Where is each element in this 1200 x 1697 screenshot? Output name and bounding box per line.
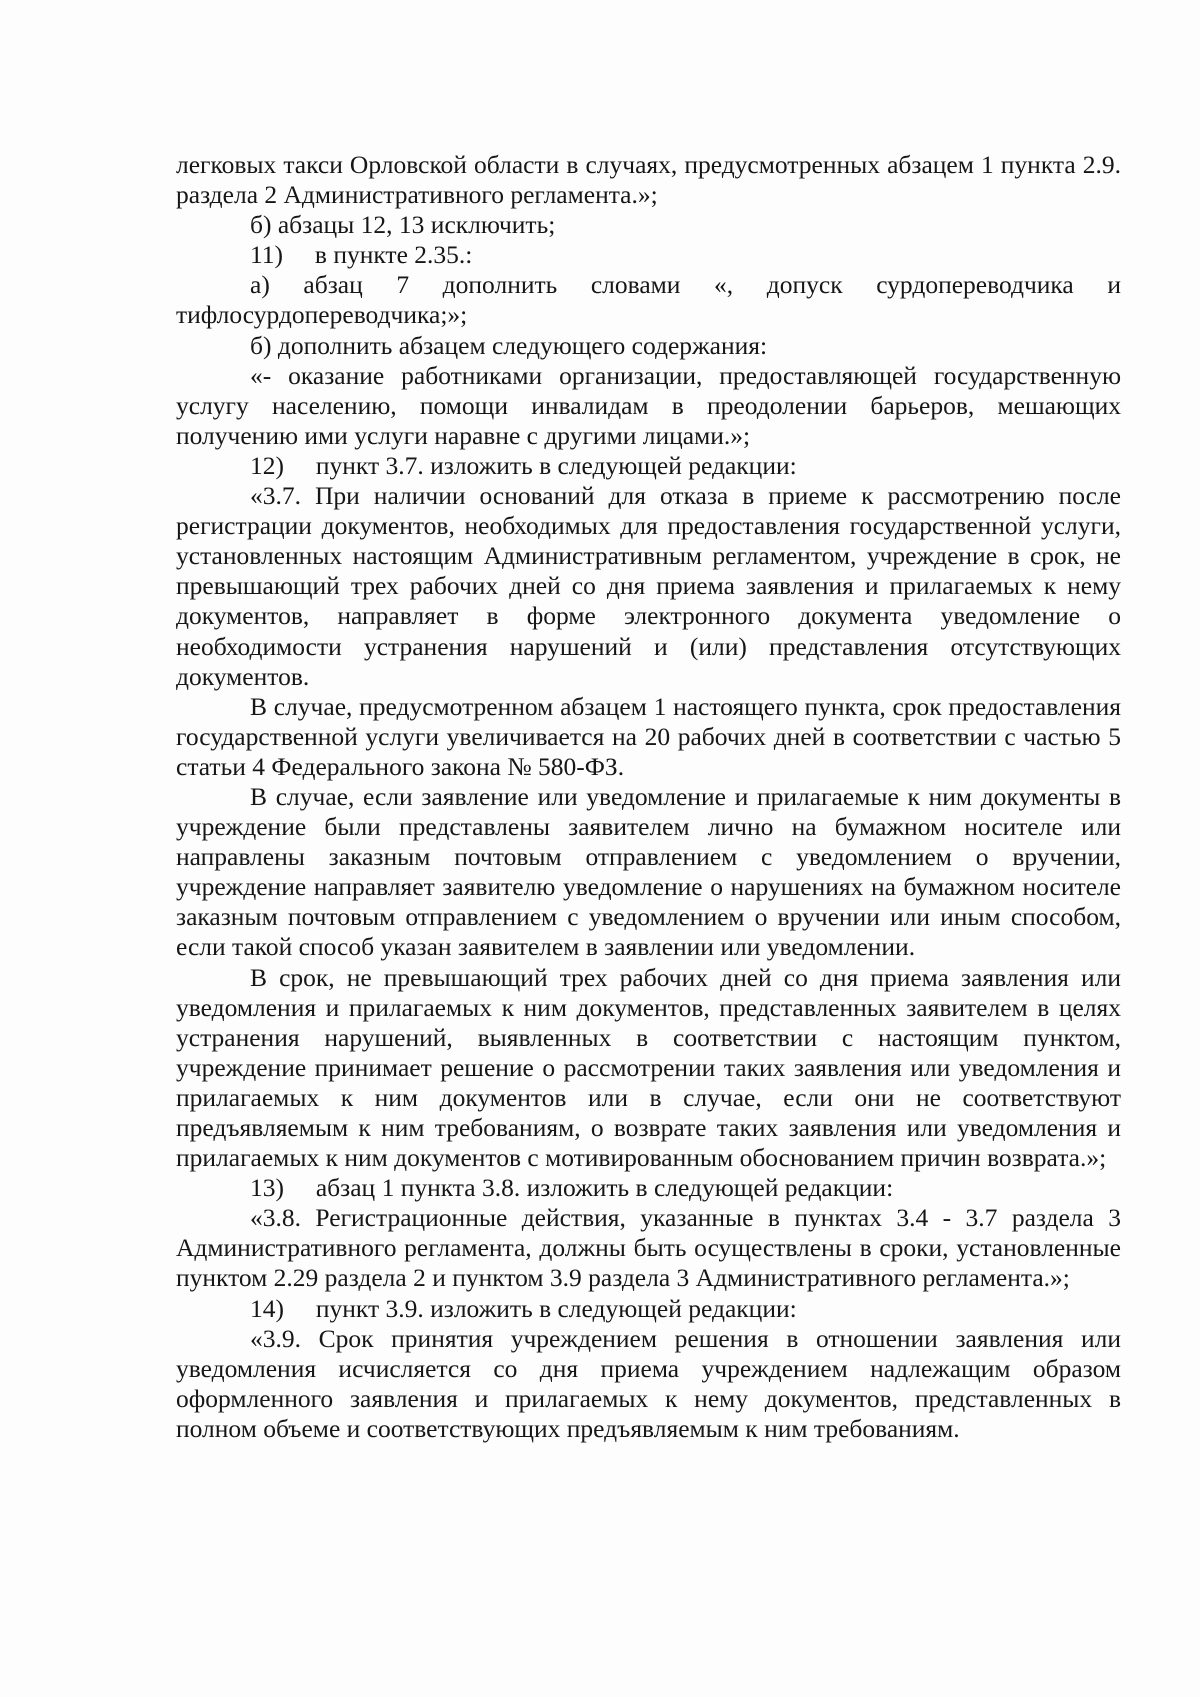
paragraph-10: В случае, если заявление или уведомление и прилагаемые к ним документы в учреждение были представлены заявителем лично на бумажном носителе или направлены заказным почтовым отправлением с уведомлением о вручении, учреждение направляет заявителю уведомление о нарушениях на бумажном носителе заказным почтовым отправлением с уведомлением о вручении или иным способом, если такой способ указан заявителем в заявлении или уведомлении. [176, 781, 1121, 962]
paragraph-4: а) абзац 7 дополнить словами «, допуск сурдопереводчика и тифлосурдопереводчика;»; [176, 270, 1121, 330]
paragraph-8: «3.7. При наличии оснований для отказа в приеме к рассмотрению после регистрации документов, необходимых для предоставления государственной услуги, установленных настоящим Административным регламентом, учреждение в срок, не превышающий трех рабочих дней со дня приема заявления и прилагаемых к нему документов, направляет в форме электронного документа уведомление о необходимости устранения нарушений и (или) представления отсутствующих документов. [176, 481, 1121, 691]
paragraph-5: б) дополнить абзацем следующего содержания: [250, 330, 768, 360]
paragraph-15: «3.9. Срок принятия учреждением решения в отношении заявления или уведомления исчисляется со дня приема учреждением надлежащим образом оформленного заявления и прилагаемых к нему документов, представленных в полном объеме и соответствующих предъявляемым к ним требованиям. [176, 1323, 1121, 1443]
paragraph-9: В случае, предусмотренном абзацем 1 настоящего пункта, срок предоставления государственной услуги увеличивается на 20 рабочих дней в соответствии с частью 5 статьи 4 Федерального закона № 580-ФЗ. [176, 691, 1121, 781]
document-body [176, 150, 1121, 1444]
paragraph-14: 14) пункт 3.9. изложить в следующей редакции: [250, 1293, 797, 1323]
paragraph-2: б) абзацы 12, 13 исключить; [250, 210, 556, 240]
paragraph-7: 12) пункт 3.7. изложить в следующей редакции: [250, 450, 797, 480]
paragraph-1: легковых такси Орловской области в случаях, предусмотренных абзацем 1 пункта 2.9. раздела 2 Административного регламента.»; [176, 150, 1121, 210]
paragraph-6: «- оказание работниками организации, предоставляющей государственную услугу населению, помощи инвалидам в преодолении барьеров, мешающих получению ими услуги наравне с другими лицами.»; [176, 360, 1121, 450]
paragraph-12: 13) абзац 1 пункта 3.8. изложить в следующей редакции: [250, 1173, 894, 1203]
paragraph-13: «3.8. Регистрационные действия, указанные в пунктах 3.4 - 3.7 раздела 3 Административного регламента, должны быть осуществлены в сроки, установленные пунктом 2.29 раздела 2 и пунктом 3.9 раздела 3 Административного регламента.»; [176, 1203, 1121, 1293]
paragraph-11: В срок, не превышающий трех рабочих дней со дня приема заявления или уведомления и прилагаемых к ним документов, представленных заявителем в целях устранения нарушений, выявленных в соответствии с настоящим пунктом, учреждение принимает решение о рассмотрении таких заявления или уведомления и прилагаемых к ним документов или в случае, если они не соответствуют предъявляемым к ним требованиям, о возврате таких заявления или уведомления и прилагаемых к ним документов с мотивированным обоснованием причин возврата.»; [176, 962, 1121, 1173]
paragraph-3: 11) в пункте 2.35.: [250, 240, 473, 270]
